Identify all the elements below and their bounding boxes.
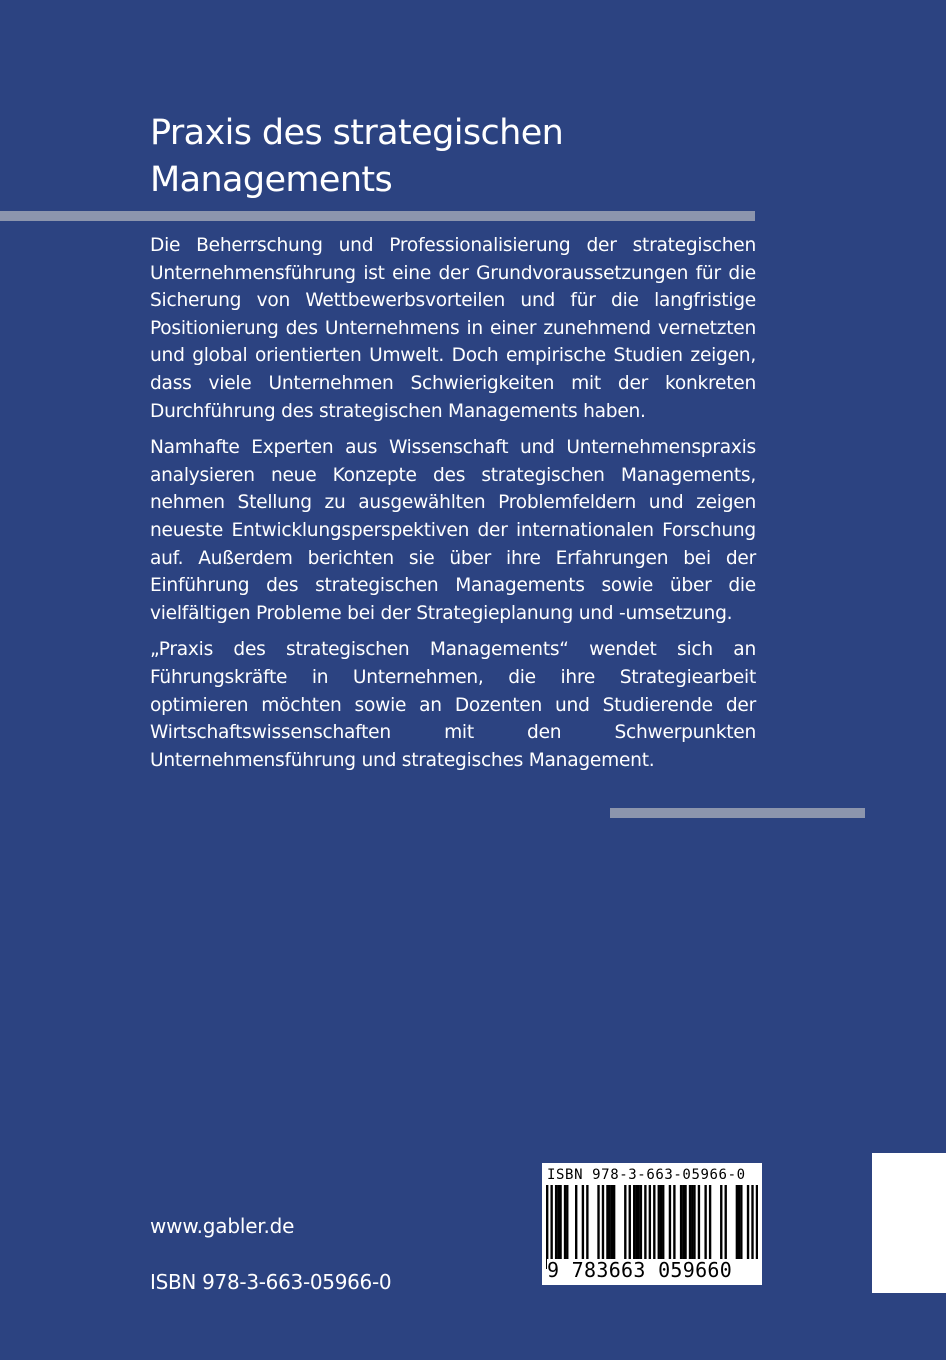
blurb (150, 232, 756, 783)
barcode-bar (704, 1185, 706, 1259)
barcode-bar (649, 1185, 651, 1269)
blurb-paragraph-2: Namhafte Experten aus Wissenschaft und Unternehmenspraxis analysieren neue Konzepte des strategischen Managements, nehmen Stellung zu ausgewählten Problemfeldern und zeigen neueste Entwicklungsperspektiven der internationalen Forschung auf. Außerdem berichten sie über ihre Erfahrungen bei der Einführung des strategischen Managements sowie über die vielfältigen Probleme bei der Strategieplanung und -umsetzung. (150, 437, 756, 624)
barcode-bar (662, 1185, 664, 1259)
barcode-bar (736, 1185, 738, 1259)
barcode-bar (689, 1185, 691, 1259)
barcode-bar (738, 1185, 740, 1259)
barcode-digits: 9 783663 059660 (547, 1259, 759, 1281)
barcode-bar (751, 1185, 753, 1269)
barcode-bar (606, 1185, 608, 1259)
barcode-bar (653, 1185, 655, 1269)
barcode-bar (611, 1185, 613, 1259)
publisher-url: www.gabler.de (150, 1214, 295, 1238)
title-divider-rule (0, 211, 755, 221)
barcode-bar (602, 1185, 604, 1259)
barcode-bar (660, 1185, 662, 1259)
barcode-bar (608, 1185, 610, 1259)
barcode-bar (673, 1185, 675, 1259)
barcode-bar (635, 1185, 637, 1259)
barcode-bar (550, 1185, 552, 1269)
barcode-bar (747, 1185, 749, 1259)
barcode-bar (597, 1185, 599, 1259)
barcode-bar (546, 1185, 548, 1269)
blurb-end-rule (610, 808, 865, 818)
barcode-bar (640, 1185, 642, 1259)
barcode-bar (658, 1185, 660, 1259)
book-title-line-2: Managements (150, 160, 393, 200)
barcode-bar (586, 1185, 588, 1259)
book-title-line-1: Praxis des strategischen (150, 113, 564, 153)
blurb-paragraph-1: Die Beherrschung und Professionalisierung der strategischen Unternehmensführung ist eine der Grundvoraussetzungen für die Sicherung von Wettbewerbsvorteilen und für die langfristige Positionierung des Unternehmens in einer zunehmend vernetzten und global orientierten Umwelt. Doch empirische Studien zeigen, dass viele Unternehmen Schwierigkeiten mit der konkreten Durchführung des strategischen Managements haben. (150, 235, 756, 422)
barcode-bar (691, 1185, 693, 1259)
barcode-bar (559, 1185, 561, 1259)
barcode-bar (693, 1185, 695, 1259)
barcode-bar (740, 1185, 742, 1259)
book-title (150, 110, 770, 204)
barcode-block (542, 1163, 762, 1285)
barcode-bars (546, 1185, 758, 1269)
barcode-bar (566, 1185, 568, 1259)
barcode-bar (633, 1185, 635, 1259)
barcode-bar (682, 1185, 684, 1259)
barcode-bar (680, 1185, 682, 1259)
barcode-bar (629, 1185, 631, 1259)
barcode-bar (725, 1185, 727, 1259)
barcode-bar (582, 1185, 584, 1259)
barcode-bar (720, 1185, 722, 1259)
barcode-bar (575, 1185, 577, 1259)
barcode-bar (637, 1185, 639, 1259)
barcode-bar (624, 1185, 626, 1259)
barcode-bar (564, 1185, 566, 1259)
barcode-bar (555, 1185, 557, 1259)
barcode-bar (644, 1185, 646, 1259)
barcode-bar (669, 1185, 671, 1259)
barcode-bar (709, 1185, 711, 1259)
barcode-bar (684, 1185, 686, 1259)
isbn-text: ISBN 978-3-663-05966-0 (150, 1270, 392, 1294)
white-edge-tab (872, 1153, 946, 1293)
barcode-bar (557, 1185, 559, 1259)
barcode-bar (613, 1185, 615, 1259)
barcode-bar (698, 1185, 700, 1259)
barcode-bar (756, 1185, 758, 1269)
blurb-paragraph-3: „Praxis des strategischen Managements“ wendet sich an Führungskräfte in Unternehmen, die ihre Strategiearbeit optimieren möchten sowie an Dozenten und Studierende der Wirtschaftswissenschaften mit den Schwerpunkten Unternehmensführung und strategisches Management. (150, 639, 756, 771)
barcode-isbn-label: ISBN 978-3-663-05966-0 (547, 1167, 746, 1183)
